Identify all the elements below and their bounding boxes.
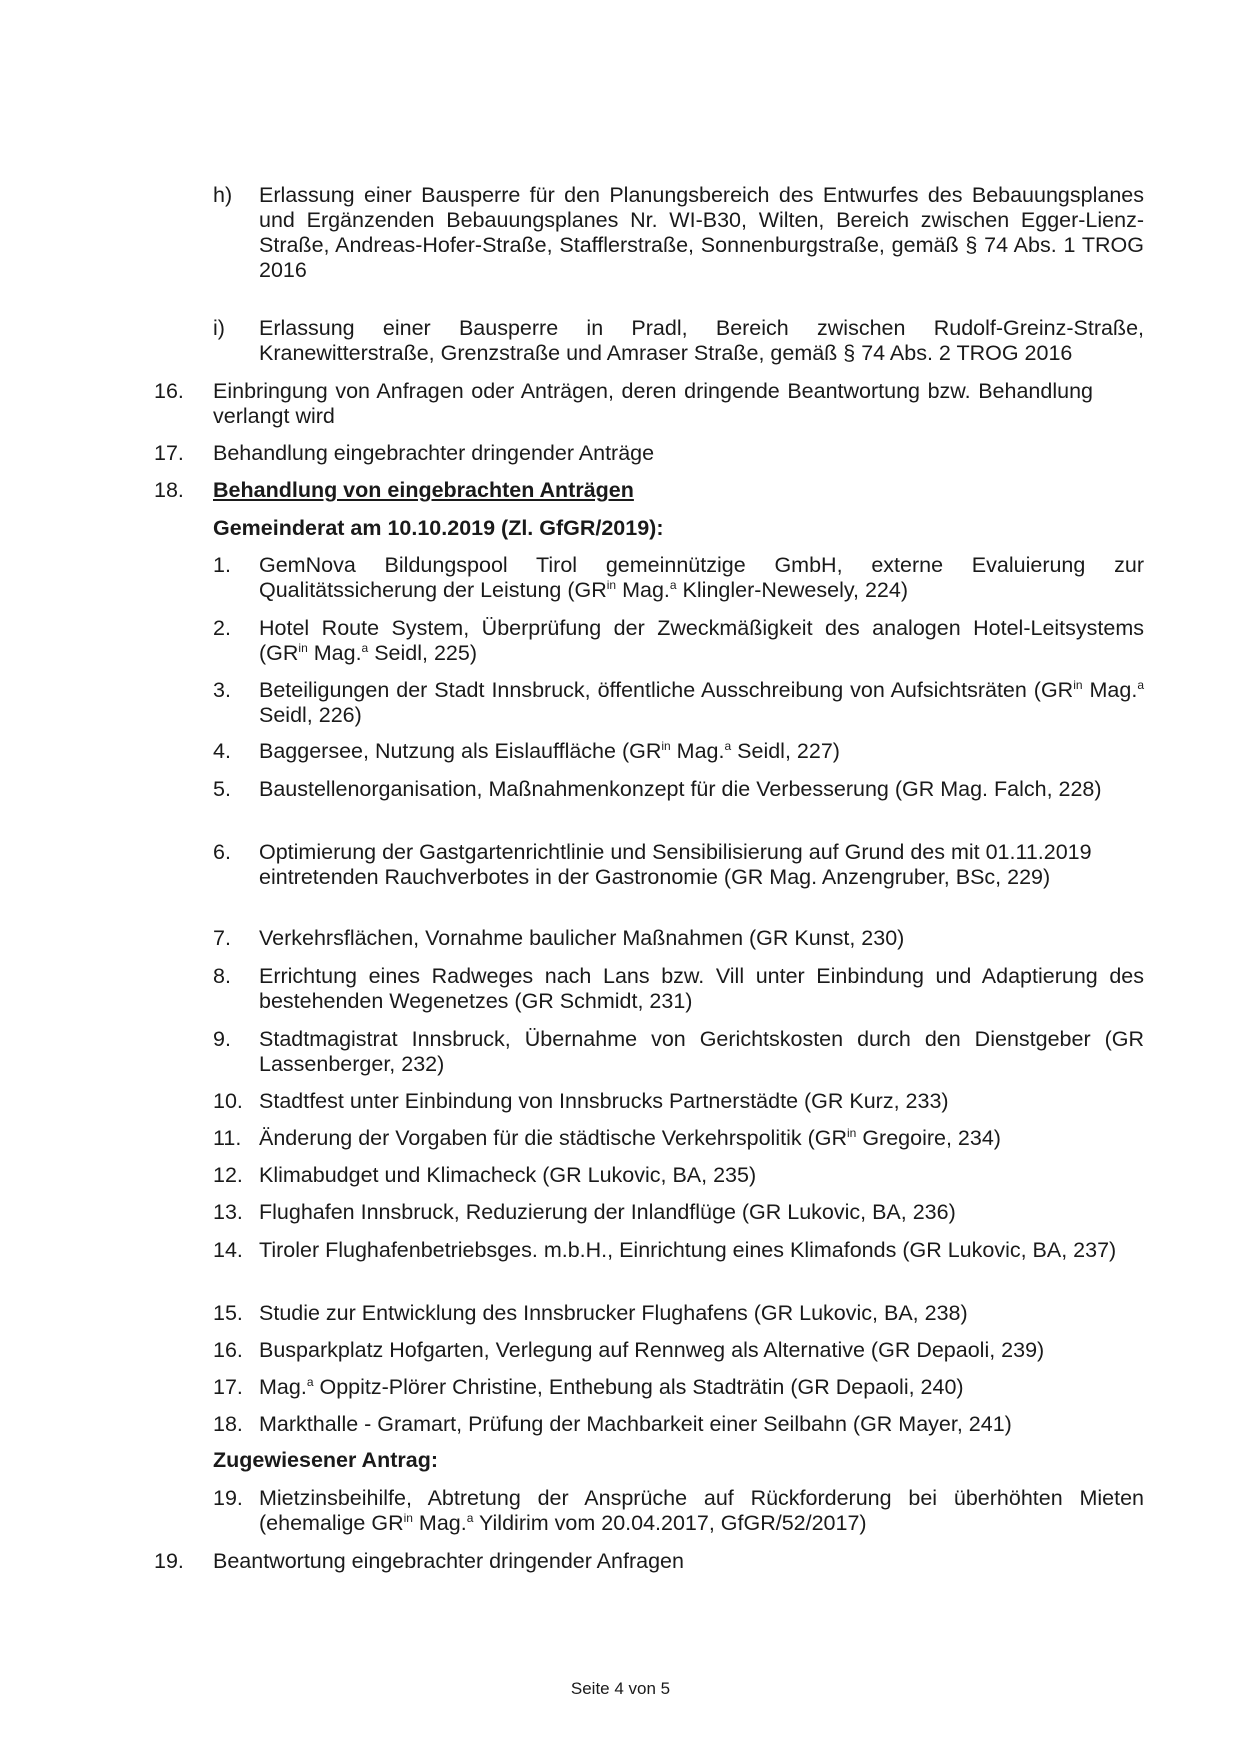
agenda-item-text: Beantwortung eingebrachter dringender Anfragen (213, 1549, 684, 1573)
list-item (154, 1238, 1144, 1263)
agenda-item-text: Einbringung von Anfragen oder Anträgen, deren dringende Beantwortung bzw. Behandlung verlangt wird (213, 379, 1093, 428)
section-heading: Gemeinderat am 10.10.2019 (Zl. GfGR/2019): (213, 516, 664, 540)
list-item-number: 12. (213, 1163, 243, 1187)
list-item-number: 15. (213, 1301, 243, 1325)
section-heading: Zugewiesener Antrag: (213, 1448, 438, 1472)
page-footer: Seite 4 von 5 (570, 1679, 671, 1698)
agenda-item-title: Behandlung von eingebrachten Anträgen (213, 478, 634, 502)
agenda-item-17 (154, 441, 1144, 466)
list-item (154, 1301, 1144, 1326)
list-item-text: Markthalle - Gramart, Prüfung der Machbarkeit einer Seilbahn (GR Mayer, 241) (259, 1412, 1012, 1436)
agenda-item-18 (154, 478, 1144, 503)
list-item-number: 11. (213, 1126, 242, 1150)
list-item-text: Busparkplatz Hofgarten, Verlegung auf Rennweg als Alternative (GR Depaoli, 239) (259, 1338, 1045, 1362)
agenda-item-number: 16. (154, 379, 184, 403)
subitem-label: i) (213, 316, 225, 340)
list-item-text: Stadtmagistrat Innsbruck, Übernahme von Gerichtskosten durch den Dienstgeber (GR Lassenberger, 232) (259, 1027, 1144, 1076)
list-item-number: 4. (213, 739, 231, 763)
list-item-text: Klimabudget und Klimacheck (GR Lukovic, BA, 235) (259, 1163, 757, 1187)
subitem-i (154, 316, 1144, 366)
list-item (154, 553, 1144, 603)
list-item-number: 10. (213, 1089, 243, 1113)
list-item (154, 616, 1144, 666)
list-item (154, 1126, 1144, 1151)
subitem-text: Erlassung einer Bausperre in Pradl, Bereich zwischen Rudolf-Greinz-Straße, Kranewitterstraße, Grenzstraße und Amraser Straße, gemäß § 74 Abs. 2 TROG 2016 (259, 316, 1144, 365)
list-item-text: Baustellenorganisation, Maßnahmenkonzept für die Verbesserung (GR Mag. Falch, 228) (259, 777, 1102, 801)
agenda-item-text: Behandlung eingebrachter dringender Anträge (213, 441, 655, 465)
list-item (154, 1412, 1144, 1437)
agenda-item-number: 17. (154, 441, 184, 465)
list-item-number: 14. (213, 1238, 243, 1262)
zugewiesen-item (154, 1486, 1144, 1536)
list-item-number: 5. (213, 777, 231, 801)
list-item-text: Stadtfest unter Einbindung von Innsbrucks Partnerstädte (GR Kurz, 233) (259, 1089, 949, 1113)
subitem-text: Erlassung einer Bausperre für den Planungsbereich des Entwurfes des Bebauungsplanes und Ergänzenden Bebauungsplanes Nr. WI-B30, Wilten, Bereich zwischen Egger-Lienz-Straße, Andreas-Hofer-Straße, Stafflerstraße, Sonnenburgstraße, gemäß § 74 Abs. 1 TROG 2016 (259, 183, 1144, 282)
list-item (154, 1375, 1144, 1400)
list-item-text: Änderung der Vorgaben für die städtische Verkehrspolitik ($GR^{in}$ Gregoire, 234) (259, 1126, 1001, 1150)
list-item-number: 1. (213, 553, 231, 577)
agenda-item-19 (154, 1549, 1144, 1574)
list-item (154, 678, 1144, 728)
list-item (154, 964, 1144, 1014)
subitem-h (154, 183, 1144, 283)
list-item-number: 18. (213, 1412, 243, 1436)
list-item-text: Mietzinsbeihilfe, Abtretung der Ansprüche auf Rückforderung bei überhöhten Mieten (ehemalige $GR^{in}$ Mag.$^a$ Yildirim vom 20.04.2017, GfGR/52/2017) (259, 1486, 1144, 1535)
list-item (154, 1200, 1144, 1225)
list-item-text: Flughafen Innsbruck, Reduzierung der Inlandflüge (GR Lukovic, BA, 236) (259, 1200, 956, 1224)
section-heading-gemeinderat (154, 516, 1144, 541)
list-item-text: GemNova Bildungspool Tirol gemeinnützige GmbH, externe Evaluierung zur Qualitätssicherung der Leistung ($GR^{in}$ Mag.$^a$ Klingler-Newesely, 224) (259, 553, 1144, 602)
list-item (154, 739, 1144, 764)
list-item (154, 1089, 1144, 1114)
list-item-number: 2. (213, 616, 231, 640)
list-item (154, 1163, 1144, 1188)
list-item-number: 7. (213, 926, 231, 950)
list-item (154, 1027, 1144, 1077)
agenda-item-16 (154, 379, 1144, 429)
list-item-number: 13. (213, 1200, 243, 1224)
list-item-text: Optimierung der Gastgartenrichtlinie und Sensibilisierung auf Grund des mit 01.11.2019 eintretenden Rauchverbotes in der Gastronomie (GR Mag. Anzengruber, BSc, 229) (259, 840, 1092, 889)
subitem-label: h) (213, 183, 233, 207)
list-item-text: Beteiligungen der Stadt Innsbruck, öffentliche Ausschreibung von Aufsichtsräten ($GR^{in}$ Mag.$^a$ Seidl, 226) (259, 678, 1144, 727)
list-item-number: 16. (213, 1338, 243, 1362)
list-item (154, 840, 1144, 890)
list-item-number: 19. (213, 1486, 243, 1510)
list-item (154, 1338, 1144, 1363)
list-item-number: 3. (213, 678, 231, 702)
list-item-text: Mag.$^a$ Oppitz-Plörer Christine, Enthebung als Stadträtin (GR Depaoli, 240) (259, 1375, 964, 1399)
list-item-number: 9. (213, 1027, 231, 1051)
list-item-text: Baggersee, Nutzung als Eislauffläche ($GR^{in}$ Mag.$^a$ Seidl, 227) (259, 739, 840, 763)
list-item-number: 17. (213, 1375, 243, 1399)
agenda-item-number: 19. (154, 1549, 184, 1573)
list-item-text: Errichtung eines Radweges nach Lans bzw. Vill unter Einbindung und Adaptierung des bestehenden Wegenetzes (GR Schmidt, 231) (259, 964, 1144, 1013)
list-item-text: Hotel Route System, Überprüfung der Zweckmäßigkeit des analogen Hotel-Leitsystems ($GR^{in}$ Mag.$^a$ Seidl, 225) (259, 616, 1144, 665)
list-item-number: 8. (213, 964, 231, 988)
list-item-number: 6. (213, 840, 231, 864)
list-item (154, 926, 1144, 951)
list-item-text: Verkehrsflächen, Vornahme baulicher Maßnahmen (GR Kunst, 230) (259, 926, 905, 950)
list-item-text: Studie zur Entwicklung des Innsbrucker Flughafens (GR Lukovic, BA, 238) (259, 1301, 968, 1325)
section-heading-zugewiesen (154, 1448, 1144, 1473)
list-item-text: Tiroler Flughafenbetriebsges. m.b.H., Einrichtung eines Klimafonds (GR Lukovic, BA, 237) (259, 1238, 1117, 1262)
agenda-item-number: 18. (154, 478, 184, 502)
list-item (154, 777, 1144, 802)
